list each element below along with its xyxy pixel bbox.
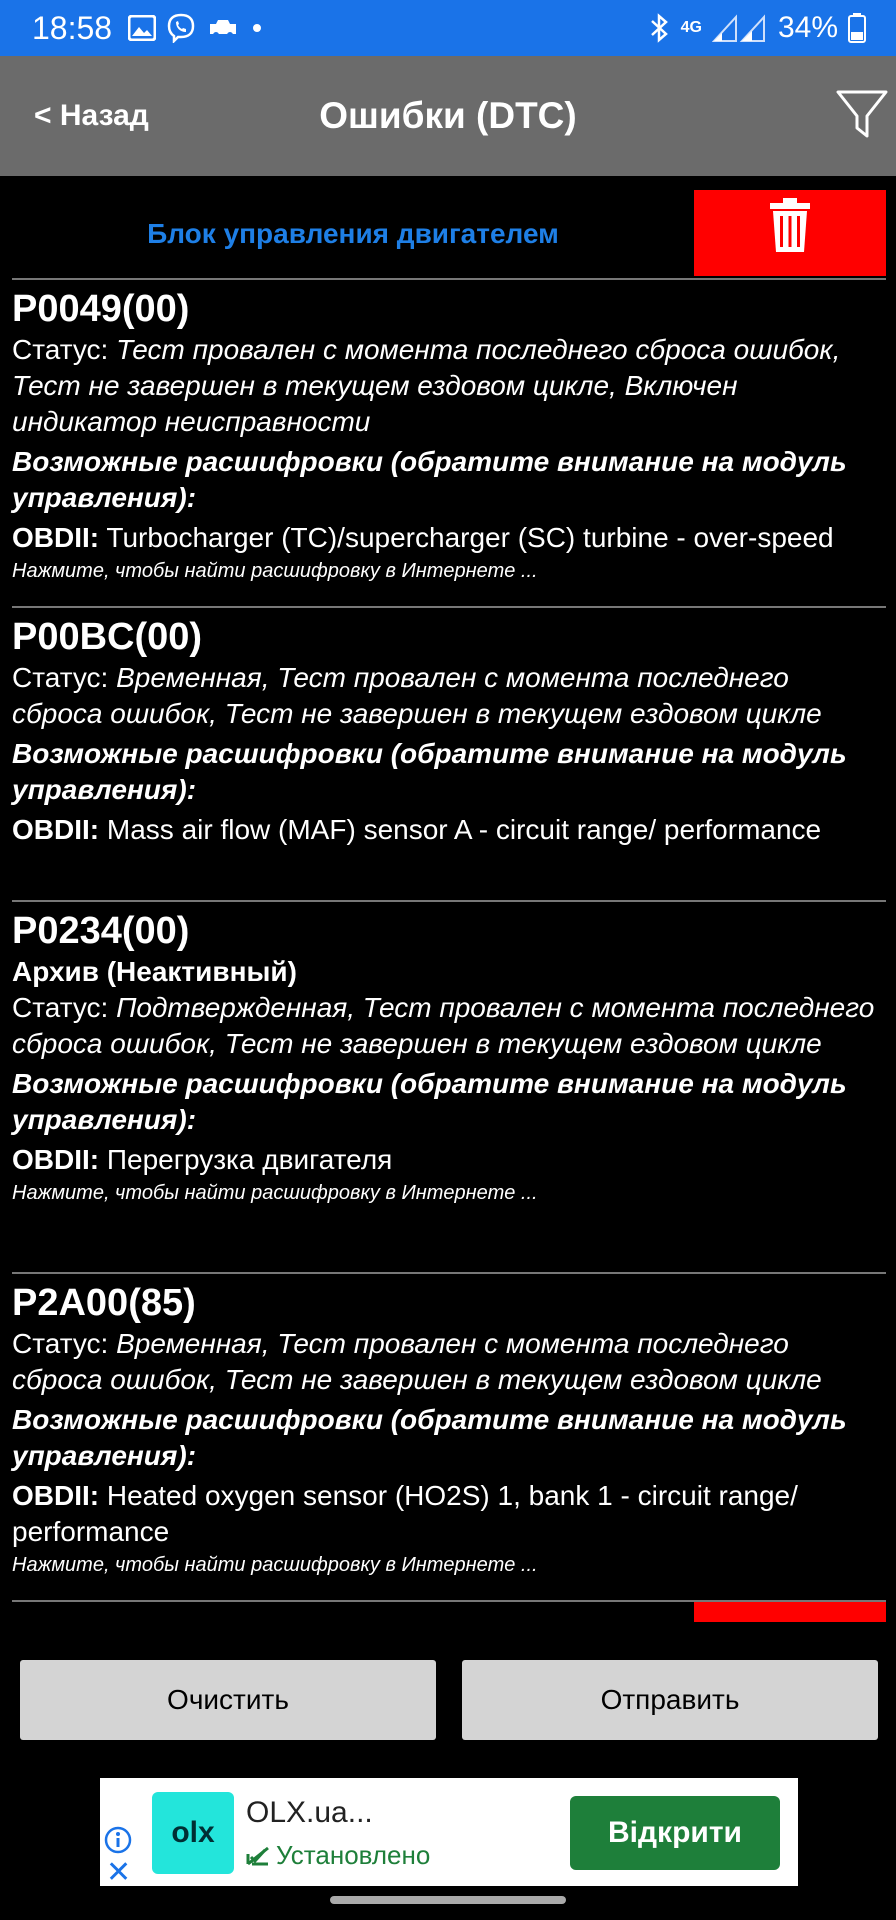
status-value: Тест провален с момента последнего сброса ошибок, Тест не завершен в текущем ездовом цикле, Включен индикатор неисправности xyxy=(12,334,841,437)
status-label: Статус: xyxy=(12,1328,109,1359)
possible-decodings-heading: Возможные расшифровки (обратите внимание на модуль управления): xyxy=(12,1068,847,1135)
dtc-status xyxy=(12,332,882,440)
search-online-link[interactable]: Нажмите, чтобы найти расшифровку в Интернете ... xyxy=(12,1182,538,1204)
obd-description xyxy=(12,1142,882,1178)
obd-description xyxy=(12,520,882,556)
obd-description xyxy=(12,1478,882,1550)
status-value: Временная, Тест провален с момента последнего сброса ошибок, Тест не завершен в текущем ездовом цикле xyxy=(12,1328,822,1395)
dtc-item[interactable] xyxy=(12,280,882,586)
status-label: Статус: xyxy=(12,662,109,693)
dtc-code: P2A00(85) xyxy=(12,1282,196,1324)
archive-label: Архив (Неактивный) xyxy=(12,956,297,987)
dtc-status xyxy=(12,660,882,732)
app-bar xyxy=(0,56,896,176)
dtc-item[interactable] xyxy=(12,1274,882,1580)
ad-banner[interactable] xyxy=(100,1778,798,1889)
status-value: Временная, Тест провален с момента последнего сброса ошибок, Тест не завершен в текущем ездовом цикле xyxy=(12,662,822,729)
obd-text: Перегрузка двигателя xyxy=(99,1144,393,1175)
possible-decodings-heading: Возможные расшифровки (обратите внимание на модуль управления): xyxy=(12,1404,847,1471)
home-indicator[interactable] xyxy=(330,1896,566,1904)
partial-delete-button[interactable] xyxy=(694,1602,886,1622)
dtc-item[interactable] xyxy=(12,608,882,848)
dtc-code: P0049(00) xyxy=(12,288,190,330)
possible-decodings-heading: Возможные расшифровки (обратите внимание на модуль управления): xyxy=(12,446,847,513)
dtc-item[interactable] xyxy=(12,902,882,1208)
obd-label: OBDII: xyxy=(12,1480,100,1511)
olx-logo: olx xyxy=(152,1792,234,1874)
ad-installed xyxy=(246,1840,430,1871)
status-value: Подтвержденная, Тест провален с момента последнего сброса ошибок, Тест не завершен в текущем ездовом цикле xyxy=(12,992,875,1059)
send-button[interactable]: Отправить xyxy=(462,1660,878,1740)
viber-icon xyxy=(166,13,196,43)
obd-label: OBDII: xyxy=(12,1144,100,1175)
obd-label: OBDII: xyxy=(12,522,100,553)
search-online-link[interactable]: Нажмите, чтобы найти расшифровку в Интернете ... xyxy=(12,1554,538,1576)
notification-icons xyxy=(128,13,264,43)
filter-icon[interactable] xyxy=(834,86,890,142)
obd-text: Heated oxygen sensor (HO2S) 1, bank 1 - circuit range/ performance xyxy=(12,1480,798,1547)
delete-button[interactable] xyxy=(694,190,886,276)
obd-text: Mass air flow (MAF) sensor A - circuit range/ performance xyxy=(99,814,822,845)
info-icon[interactable] xyxy=(104,1826,132,1854)
page-title: Ошибки (DTC) xyxy=(319,95,577,136)
status-bar xyxy=(0,0,896,56)
dot-icon xyxy=(250,21,264,35)
signal-icon xyxy=(712,13,768,43)
status-right xyxy=(647,0,866,56)
close-icon[interactable]: ✕ xyxy=(106,1856,132,1889)
obd-text: Turbocharger (TC)/supercharger (SC) turbine - over-speed xyxy=(99,522,834,553)
module-header xyxy=(0,190,896,278)
module-title: Блок управления двигателем xyxy=(147,218,559,249)
bluetooth-icon xyxy=(647,12,671,44)
dtc-code: P00BC(00) xyxy=(12,616,203,658)
clear-button[interactable]: Очистить xyxy=(20,1660,436,1740)
ad-installed-text: Установлено xyxy=(276,1840,431,1870)
battery-icon xyxy=(848,13,866,43)
battery-percent: 34% xyxy=(777,11,838,44)
status-label: Статус: xyxy=(12,992,109,1023)
back-button[interactable]: < Назад xyxy=(34,99,149,132)
obd-description xyxy=(12,812,882,848)
dtc-status xyxy=(12,1326,882,1398)
check-icon xyxy=(246,1844,270,1868)
ad-open-button[interactable]: Відкрити xyxy=(570,1796,780,1870)
gallery-icon xyxy=(128,15,156,41)
status-label: Статус: xyxy=(12,334,109,365)
ad-app-name: OLX.ua... xyxy=(246,1796,373,1829)
obd-label: OBDII: xyxy=(12,814,100,845)
possible-decodings-heading: Возможные расшифровки (обратите внимание на модуль управления): xyxy=(12,738,847,805)
car-icon xyxy=(206,16,240,40)
status-time: 18:58 xyxy=(32,9,113,46)
dtc-status xyxy=(12,990,882,1062)
dtc-code: P0234(00) xyxy=(12,910,190,952)
network-type: 4G xyxy=(680,19,702,36)
trash-icon xyxy=(768,198,812,254)
search-online-link[interactable]: Нажмите, чтобы найти расшифровку в Интернете ... xyxy=(12,560,538,582)
